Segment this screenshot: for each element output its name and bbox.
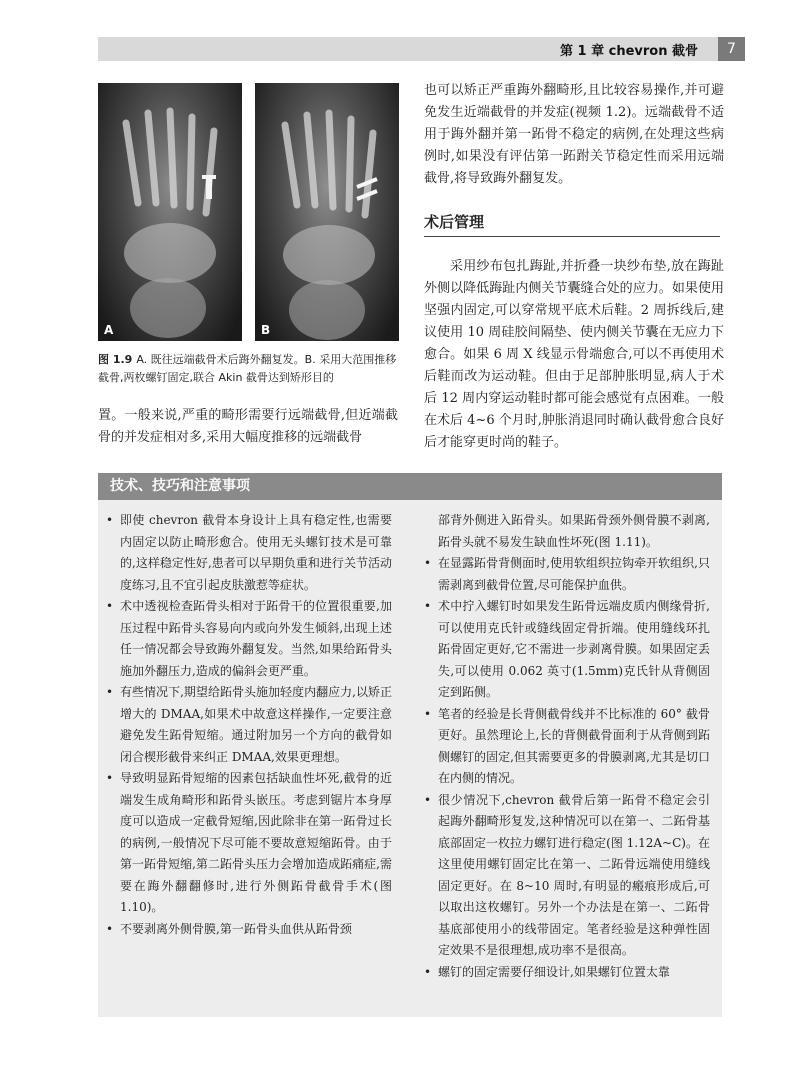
figure-caption-text: A. 既往远端截骨术后踇外翻复发。B. 采用大范围推移截骨,两枚螺钉固定,联合 Akin 截骨达到矫形目的 bbox=[98, 353, 397, 384]
postop-paragraph: 采用纱布包扎踇趾,并折叠一块纱布垫,放在踇趾外侧以降低踇趾内侧关节囊缝合处的应力。如果使用坚强内固定,可以穿常规平底术后鞋。2 周拆线后,建议使用 10 周硅胶间隔垫、使内侧关节囊在无应力下愈合。如果 6 周 X 线显示骨端愈合,可以不再使用术后鞋而改为运动鞋。但由于足部肿胀明显,病人于术后 12 周内穿运动鞋时都可能会感觉有点困难。一般在术后 4~6 个月时,肿胀消退同时确认截骨愈合良好后才能穿更时尚的鞋子。 bbox=[424, 259, 724, 450]
page-number: 7 bbox=[718, 37, 745, 61]
foot-xray-illustration-a bbox=[98, 83, 242, 341]
bullet-icon: • bbox=[424, 792, 432, 807]
right-column-top bbox=[424, 80, 724, 190]
xray-panel-b bbox=[255, 83, 399, 341]
tips-left-column bbox=[106, 510, 392, 940]
left-column-text bbox=[98, 405, 398, 449]
tip-item: • 有些情况下,期望给跖骨头施加轻度内翻应力,以矫正增大的 DMAA,如果术中故意这样操作,一定要注意避免发生跖骨短缩。通过附加另一个方向的截骨如闭合楔形截骨来纠正 DMAA,效果更理想。 bbox=[106, 682, 392, 768]
foot-xray-illustration-b bbox=[255, 83, 399, 341]
figure-number: 图 1.9 bbox=[98, 353, 133, 366]
bullet-icon: • bbox=[106, 921, 114, 936]
tip-item: • 导致明显跖骨短缩的因素包括缺血性坏死,截骨的近端发生成角畸形和跖骨头嵌压。考虑到锯片本身厚度可以造成一定截骨短缩,因此除非在第一跖骨过长的病例,一般情况下尽可能不要故意短缩跖骨。由于第一跖骨短缩,第二跖骨头压力会增加造成跖痛症,需要在踇外翻翻修时,进行外侧跖骨截骨手术(图 1.10)。 bbox=[106, 768, 392, 919]
right-top-paragraph: 也可以矫正严重踇外翻畸形,且比较容易操作,并可避免发生近端截骨的并发症(视频 1.2)。远端截骨不适用于踇外翻并第一跖骨不稳定的病例,在处理这些病例时,如果没有评估第一跖跗关节稳定性而采用远端截骨,将导致踇外翻复发。 bbox=[424, 83, 724, 186]
tip-item: • 螺钉的固定需要仔细设计,如果螺钉位置太靠 bbox=[424, 962, 710, 984]
bullet-icon: • bbox=[106, 513, 114, 527]
bullet-icon: • bbox=[424, 599, 432, 613]
bullet-icon: • bbox=[424, 964, 432, 979]
panel-label-b: B bbox=[261, 323, 271, 337]
left-paragraph: 置。一般来说,严重的畸形需要行远端截骨,但近端截骨的并发症相对多,采用大幅度推移的远端截骨 bbox=[98, 408, 398, 445]
panel-label-a: A bbox=[104, 323, 114, 337]
figure-caption bbox=[98, 351, 398, 387]
tip-item: • 不要剥离外侧骨膜,第一跖骨头血供从跖骨颈 bbox=[106, 919, 392, 941]
tip-item: • 很少情况下,chevron 截骨后第一跖骨不稳定会引起踇外翻畸形复发,这种情况可以在第一、二跖骨基底部固定一枚拉力螺钉进行稳定(图 1.12A~C)。在这里使用螺钉固定比在第一、二跖骨远端使用缝线固定更好。在 8~10 周时,有明显的瘢痕形成后,可以取出这枚螺钉。另外一个办法是在第一、二跖骨基底部使用小的线带固定。笔者经验是这种弹性固定效果不是很理想,成功率不是很高。 bbox=[424, 790, 710, 962]
tip-item: • 术中拧入螺钉时如果发生跖骨远端皮质内侧缘骨折,可以使用克氏针或缝线固定骨折端。使用缝线环扎跖骨固定更好,它不需进一步剥离骨膜。如果固定丢失,可以使用 0.062 英寸(1.5mm)克氏针从背侧固定到跖侧。 bbox=[424, 596, 710, 704]
tip-item: • 笔者的经验是长背侧截骨线并不比标准的 60° 截骨更好。虽然理论上,长的背侧截骨面利于从背侧到跖侧螺钉的固定,但其需要更多的骨膜剥离,尤其是切口在内侧的情况。 bbox=[424, 704, 710, 790]
tip-continuation: 部背外侧进入跖骨头。如果跖骨颈外侧骨膜不剥离,跖骨头就不易发生缺血性坏死(图 1.11)。 bbox=[438, 513, 710, 549]
bullet-icon: • bbox=[106, 771, 114, 785]
chapter-title: 第 1 章 chevron 截骨 bbox=[560, 44, 698, 59]
xray-panel-a bbox=[98, 83, 242, 341]
bullet-icon: • bbox=[424, 706, 432, 721]
bullet-icon: • bbox=[424, 556, 432, 570]
tip-item: • 术中透视检查跖骨头相对于跖骨干的位置很重要,加压过程中跖骨头容易向内或向外发生倾斜,出现上述任一情况都会导致踇外翻复发。当然,如果给跖骨头施加外翻压力,造成的偏斜会更严重。 bbox=[106, 596, 392, 682]
postop-section bbox=[424, 256, 724, 454]
section-heading: 术后管理 bbox=[424, 211, 720, 237]
bullet-icon: • bbox=[106, 599, 114, 613]
tips-box bbox=[98, 473, 722, 1017]
tips-title: 技术、技巧和注意事项 bbox=[98, 473, 722, 500]
tip-item: • 在显露跖骨背侧面时,使用软组织拉钩牵开软组织,只需剥离到截骨位置,尽可能保护血供。 bbox=[424, 553, 710, 596]
tips-right-column bbox=[424, 510, 710, 983]
bullet-icon: • bbox=[106, 685, 114, 699]
tip-item: • 即使 chevron 截骨本身设计上具有稳定性,也需要内固定以防止畸形愈合。使用无头螺钉技术是可靠的,这样稳定性好,患者可以早期负重和进行关节活动度练习,且不宜引起皮肤激惹等症状。 bbox=[106, 510, 392, 596]
